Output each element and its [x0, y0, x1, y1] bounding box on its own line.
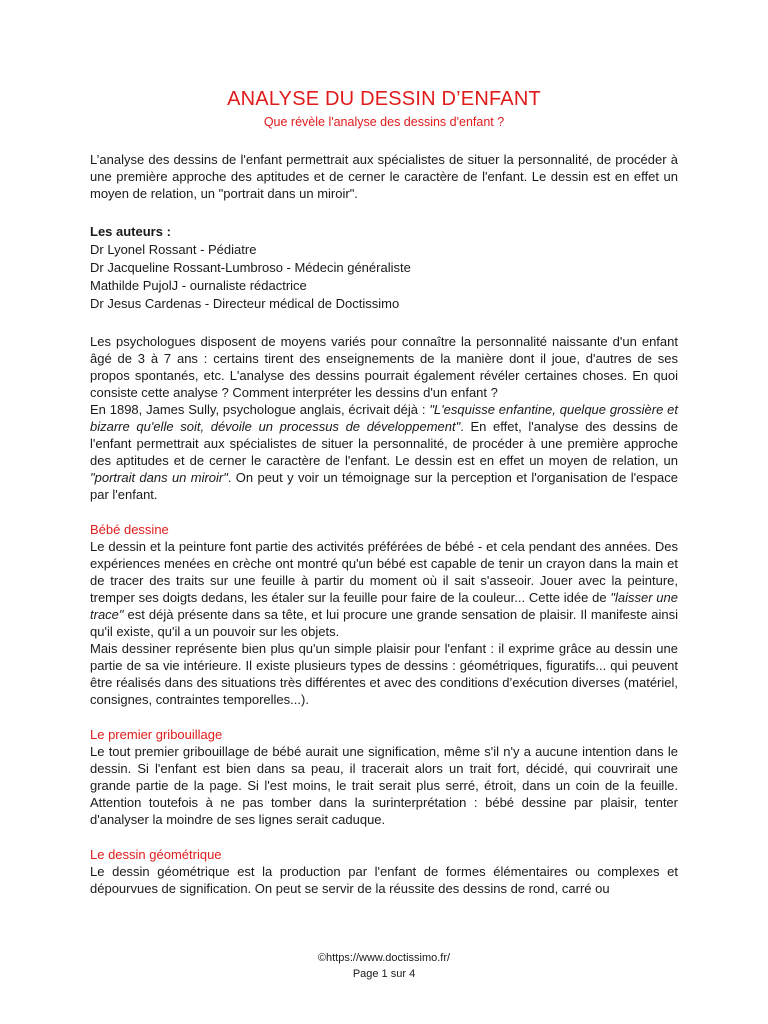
section-bebe-paragraph-1 [90, 538, 678, 640]
text-run: Le dessin et la peinture font partie des activités préférées de bébé - et cela pendant des années. Des expériences menées en crèche ont montré qu'un bébé est capable de tenir un crayon dans la main et de tracer des traits sur une feuille à partir du moment où il sait s'asseoir. Jouer avec la peinture, tremper ses doigts dedans, les étaler sur la feuille pour faire de la couleur... Cette idée de [90, 539, 678, 605]
authors-block [90, 223, 678, 313]
section-bebe-paragraph-2: Mais dessiner représente bien plus qu'un simple plaisir pour l'enfant : il exprime grâce au dessin une partie de sa vie intérieure. Il existe plusieurs types de dessins : géométriques, figuratifs... qui peuvent être réalisés dans des situations très différentes et avec des conditions d’exécution diverses (matériel, consignes, contraintes temporelles...). [90, 641, 678, 707]
page-title: ANALYSE DU DESSIN D’ENFANT [227, 88, 541, 110]
document-page [90, 88, 678, 897]
section-title-gribouillage: Le premier gribouillage [90, 727, 223, 742]
body-paragraph-2 [90, 401, 678, 503]
section-title-bebe: Bébé dessine [90, 522, 169, 537]
section-bebe [90, 521, 678, 708]
page-footer [0, 950, 768, 982]
page-subtitle: Que révèle l'analyse des dessins d'enfant ? [263, 115, 505, 129]
quote-sully: "L'esquisse enfantine, quelque grossière et bizarre qu'elle soit, dévoile un processus de développement" [90, 402, 678, 434]
author-item: Mathilde PujolJ - ournaliste rédactrice [90, 278, 307, 293]
intro-paragraph: L’analyse des dessins de l'enfant permettrait aux spécialistes de situer la personnalité, de procéder à une première approche des aptitudes et de cerner le caractère de l'enfant. Le dessin est en effet un moyen de relation, un "portrait dans un miroir". [90, 152, 678, 201]
section-geometrique-paragraph: Le dessin géométrique est la production par l'enfant de formes élémentaires ou complexes et dépourvues de signification. On peut se servir de la réussite des dessins de rond, carré ou [90, 864, 678, 896]
footer-page-number: Page 1 sur 4 [352, 968, 416, 980]
section-geometrique [90, 846, 678, 897]
text-run: En 1898, James Sully, psychologue anglais, écrivait déjà : [90, 402, 430, 417]
text-run: est déjà présente dans sa tête, et lui procure une grande sensation de plaisir. Il manifeste ainsi qu'il existe, qu'il a un pouvoir sur les objets. [90, 607, 678, 639]
section-title-geometrique: Le dessin géométrique [90, 847, 222, 862]
author-item: Dr Jacqueline Rossant-Lumbroso - Médecin généraliste [90, 260, 411, 275]
body-block [90, 333, 678, 503]
quote-trace: "laisser une trace" [90, 590, 678, 622]
section-gribouillage-paragraph: Le tout premier gribouillage de bébé aurait une signification, même s'il n'y a aucune intention dans le dessin. Si l'enfant est bien dans sa peau, il tracerait alors un trait fort, décidé, qui couvrirait une grande partie de la page. Si l'est moins, le trait serait plus serré, étroit, dans un coin de la feuille. Attention toutefois à ne pas tomber dans la surinterprétation : bébé dessine par plaisir, tenter d'analyser la moindre de ses lignes serait caduque. [90, 744, 678, 827]
author-item: Dr Jesus Cardenas - Directeur médical de Doctissimo [90, 296, 400, 311]
body-paragraph-1: Les psychologues disposent de moyens variés pour connaître la personnalité naissante d'un enfant âgé de 3 à 7 ans : certains tirent des enseignements de la manière dont il joue, d'autres de ses propos spontanés, etc. L'analyse des dessins pourrait également révéler certaines choses. En quoi consiste cette analyse ? Comment interpréter les dessins d'un enfant ? [90, 334, 678, 400]
text-run: . On peut y voir un témoignage sur la perception et l'organisation de l'espace par l'enfant. [90, 470, 678, 502]
footer-source: ©https://www.doctissimo.fr/ [317, 952, 451, 964]
quote-portrait: "portrait dans un miroir" [90, 470, 228, 485]
author-item: Dr Lyonel Rossant - Pédiatre [90, 242, 257, 257]
authors-heading: Les auteurs : [90, 224, 171, 239]
text-run: . En effet, l'analyse des dessins de l'enfant permettrait aux spécialistes de situer la personnalité, de procéder à une première approche des aptitudes et de cerner le caractère de l'enfant. Le dessin est en effet un moyen de relation, un [90, 419, 678, 468]
section-gribouillage [90, 726, 678, 828]
